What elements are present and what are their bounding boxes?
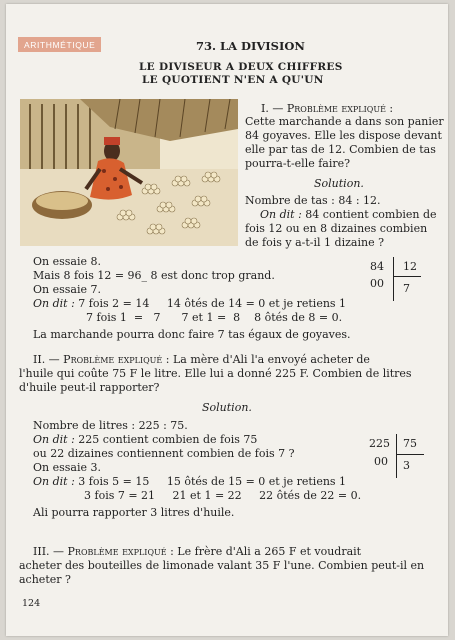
problem1-ondit-3: de fois y a-t-il 1 dizaine ? <box>245 236 384 249</box>
problem2-solution-label: Solution. <box>202 401 252 414</box>
problem2-line-1: II. — Problème expliqué : La mère d'Ali l'a envoyé acheter de <box>33 353 370 366</box>
problem1-line-2: 84 goyaves. Elle les dispose devant <box>245 129 442 142</box>
problem2-calc-2: 3 fois 7 = 21 21 et 1 = 22 22 ôtés de 22 = 0. <box>84 489 362 502</box>
problem1-ondit-2: fois 12 ou en 8 dizaines combien <box>245 222 428 235</box>
problem2-essai-3: On essaie 3. <box>33 461 101 474</box>
problem2-calc-1: On dit : 3 fois 5 = 15 15 ôtés de 15 = 0 et je retiens 1 <box>33 475 347 488</box>
problem2-line-3: d'huile peut-il rapporter? <box>19 381 160 394</box>
problem1-essai-8: On essaie 8. <box>33 255 101 268</box>
problem1-count: Nombre de tas : 84 : 12. <box>245 194 381 207</box>
problem3-line-2: acheter des bouteilles de limonade valant 35 F l'une. Combien peut-il en <box>19 559 425 572</box>
problem1-mais: Mais 8 fois 12 = 96_ 8 est donc trop grand. <box>33 269 275 282</box>
problem1-essai-7: On essaie 7. <box>33 283 101 296</box>
division1-horizontal-bar <box>393 276 421 277</box>
problem2-count: Nombre de litres : 225 : 75. <box>33 419 188 432</box>
problem2-ondit: On dit : 225 contient combien de fois 75 <box>33 433 258 446</box>
division2-horizontal-bar <box>396 454 424 455</box>
subject-badge: ARITHMÉTIQUE <box>18 37 101 52</box>
problem1-line-1: Cette marchande a dans son panier <box>245 115 444 128</box>
problem1-calc-2: 7 fois 1 = 7 7 et 1 = 8 8 ôtés de 8 = 0. <box>86 311 343 324</box>
problem1-solution-label: Solution. <box>314 177 364 190</box>
problem1-line-4: pourra-t-elle faire? <box>245 157 351 170</box>
page-number: 124 <box>22 598 41 609</box>
division1-remainder: 00 <box>370 277 384 290</box>
problem1-label: I. — Problème expliqué : <box>261 102 394 115</box>
division1-quotient: 7 <box>403 282 410 295</box>
problem1-ondit: On dit : 84 contient combien de <box>260 208 437 221</box>
book-page <box>6 4 448 636</box>
market-woman-illustration <box>20 99 238 246</box>
problem2-conclusion: Ali pourra rapporter 3 litres d'huile. <box>33 506 235 519</box>
chapter-title: 73. LA DIVISION <box>196 39 305 53</box>
division2-remainder: 00 <box>374 455 388 468</box>
problem2-line-2: l'huile qui coûte 75 F le litre. Elle lui a donné 225 F. Combien de litres <box>19 367 412 380</box>
lesson-subtitle-2: LE QUOTIENT N'EN A QU'UN <box>142 74 324 86</box>
division1-divisor: 12 <box>403 260 417 273</box>
problem1-conclusion: La marchande pourra donc faire 7 tas égaux de goyaves. <box>33 328 351 341</box>
problem1-calc-1: On dit : 7 fois 2 = 14 14 ôtés de 14 = 0 et je retiens 1 <box>33 297 347 310</box>
problem1-line-3: elle par tas de 12. Combien de tas <box>245 143 436 156</box>
division2-vertical-bar <box>396 434 397 478</box>
division2-divisor: 75 <box>403 437 417 450</box>
problem3-line-3: acheter ? <box>19 573 71 586</box>
division2-quotient: 3 <box>403 459 410 472</box>
problem2-ondit-2: ou 22 dizaines contiennent combien de fois 7 ? <box>33 447 295 460</box>
division1-dividend: 84 <box>370 260 384 273</box>
problem3-line-1: III. — Problème expliqué : Le frère d'Ali a 265 F et voudrait <box>33 545 362 558</box>
lesson-subtitle-1: LE DIVISEUR A DEUX CHIFFRES <box>139 61 343 73</box>
division2-dividend: 225 <box>369 437 390 450</box>
division1-vertical-bar <box>393 257 394 301</box>
